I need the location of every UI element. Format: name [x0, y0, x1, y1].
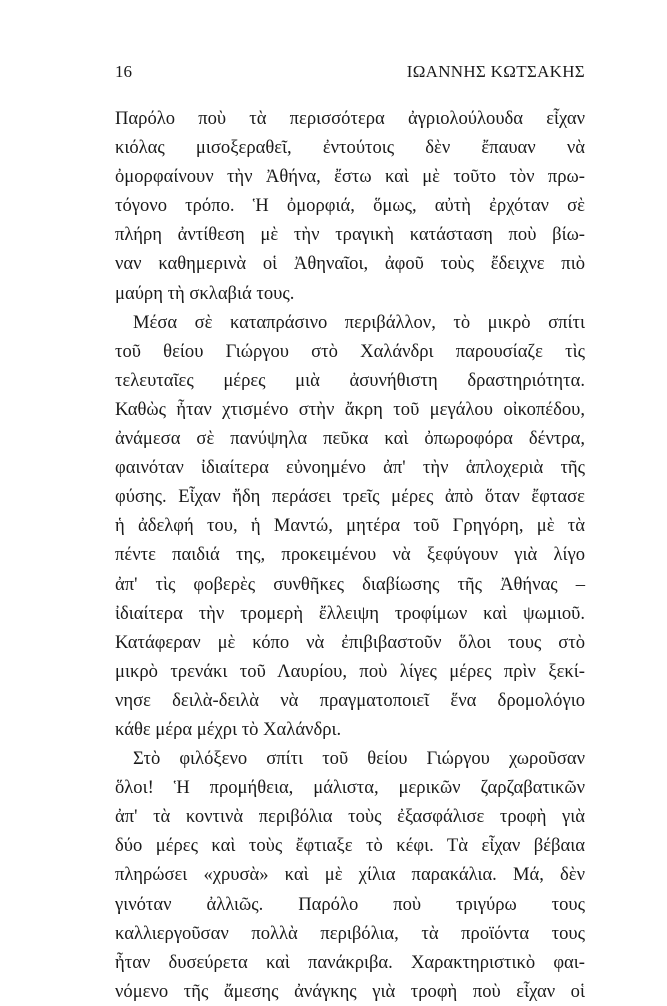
text-line: πλήρη ἀντίθεση μὲ τὴν τραγικὴ κατάσταση ποὺ βίω- — [115, 224, 585, 246]
running-title: ΙΩΑΝΝΗΣ ΚΩΤΣΑΚΗΣ — [406, 62, 585, 81]
text-line: τόγονο τρόπο. Ἡ ὀμορφιά, ὅμως, αὐτὴ ἐρχόταν σὲ — [115, 195, 585, 217]
text-line: νησε δειλὰ-δειλὰ νὰ πραγματοποιεῖ ἕνα δρομολόγιο — [115, 689, 585, 711]
text-line: ναν καθημερινὰ οἱ Ἀθηναῖοι, ἀφοῦ τοὺς ἔδειχνε πιὸ — [115, 253, 585, 275]
text-line: ἦταν δυσεύρετα καὶ πανάκριβα. Χαρακτηριστικὸ φαι- — [115, 951, 585, 973]
text-line: πέντε παιδιά της, προκειμένου νὰ ξεφύγουν γιὰ λίγο — [115, 544, 585, 566]
text-line: νόμενο τῆς ἄμεσης ἀνάγκης γιὰ τροφὴ ποὺ εἶχαν οἱ — [115, 980, 585, 1002]
text-line: ἀπ' τὰ κοντινὰ περιβόλια τοὺς ἐξασφάλισε τροφὴ γιὰ — [115, 806, 585, 828]
text-line: κάθε μέρα μέχρι τὸ Χαλάνδρι. — [115, 718, 342, 740]
running-header — [115, 62, 585, 86]
page-number: 16 — [115, 62, 132, 81]
text-line: δύο μέρες καὶ τοὺς ἔφτιαξε τὸ κέφι. Τὰ εἶχαν βέβαια — [115, 835, 585, 857]
text-line: μικρὸ τρενάκι τοῦ Λαυρίου, ποὺ λίγες μέρες πρὶν ξεκί- — [115, 660, 585, 682]
text-line: ἀπ' τὶς φοβερὲς συνθῆκες διαβίωσης τῆς Ἀθήνας – — [115, 573, 585, 595]
text-line: ἰδιαίτερα τὴν τρομερὴ ἔλλειψη τροφίμων καὶ ψωμιοῦ. — [115, 602, 585, 624]
text-line: Παρόλο ποὺ τὰ περισσότερα ἀγριολούλουδα εἶχαν — [115, 108, 585, 129]
text-line: τοῦ θείου Γιώργου στὸ Χαλάνδρι παρουσίαζε τὶς — [115, 340, 585, 362]
text-line: Στὸ φιλόξενο σπίτι τοῦ θείου Γιώργου χωροῦσαν — [133, 748, 585, 770]
body-text — [115, 104, 585, 1006]
text-line: ἀνάμεσα σὲ πανύψηλα πεῦκα καὶ ὀπωροφόρα δέντρα, — [115, 428, 585, 450]
text-line: καλλιεργοῦσαν πολλὰ περιβόλια, τὰ προϊόντα τους — [115, 922, 585, 944]
text-line: τελευταῖες μέρες μιὰ ἀσυνήθιστη δραστηριότητα. — [115, 369, 585, 391]
text-line: πληρώσει «χρυσὰ» καὶ μὲ χίλια παρακάλια. Μά, δὲν — [115, 864, 585, 886]
text-line: Κατάφεραν μὲ κόπο νὰ ἐπιβιβαστοῦν ὅλοι τους στὸ — [115, 631, 585, 653]
text-line: μαύρη τὴ σκλαβιά τους. — [115, 282, 295, 304]
text-line: ἡ ἀδελφή του, ἡ Μαντώ, μητέρα τοῦ Γρηγόρη, μὲ τὰ — [115, 515, 585, 537]
text-line: φύσης. Εἶχαν ἤδη περάσει τρεῖς μέρες ἀπὸ ὅταν ἔφτασε — [115, 486, 585, 508]
text-line: γινόταν ἀλλιῶς. Παρόλο ποὺ τριγύρω τους — [115, 893, 585, 915]
text-line: ὅλοι! Ἡ προμήθεια, μάλιστα, μερικῶν ζαρζαβατικῶν — [115, 777, 585, 799]
text-line: φαινόταν ἰδιαίτερα εὐνοημένο ἀπ' τὴν ἁπλοχεριὰ τῆς — [115, 457, 585, 479]
text-line: Μέσα σὲ καταπράσινο περιβάλλον, τὸ μικρὸ σπίτι — [133, 311, 585, 333]
text-line: κιόλας μισοξεραθεῖ, ἐντούτοις δὲν ἔπαυαν νὰ — [115, 137, 585, 159]
text-line: Καθὼς ἦταν χτισμένο στὴν ἄκρη τοῦ μεγάλου οἰκοπέδου, — [115, 398, 585, 420]
text-line: ὀμορφαίνουν τὴν Ἀθήνα, ἔστω καὶ μὲ τοῦτο τὸν πρω- — [115, 166, 585, 188]
